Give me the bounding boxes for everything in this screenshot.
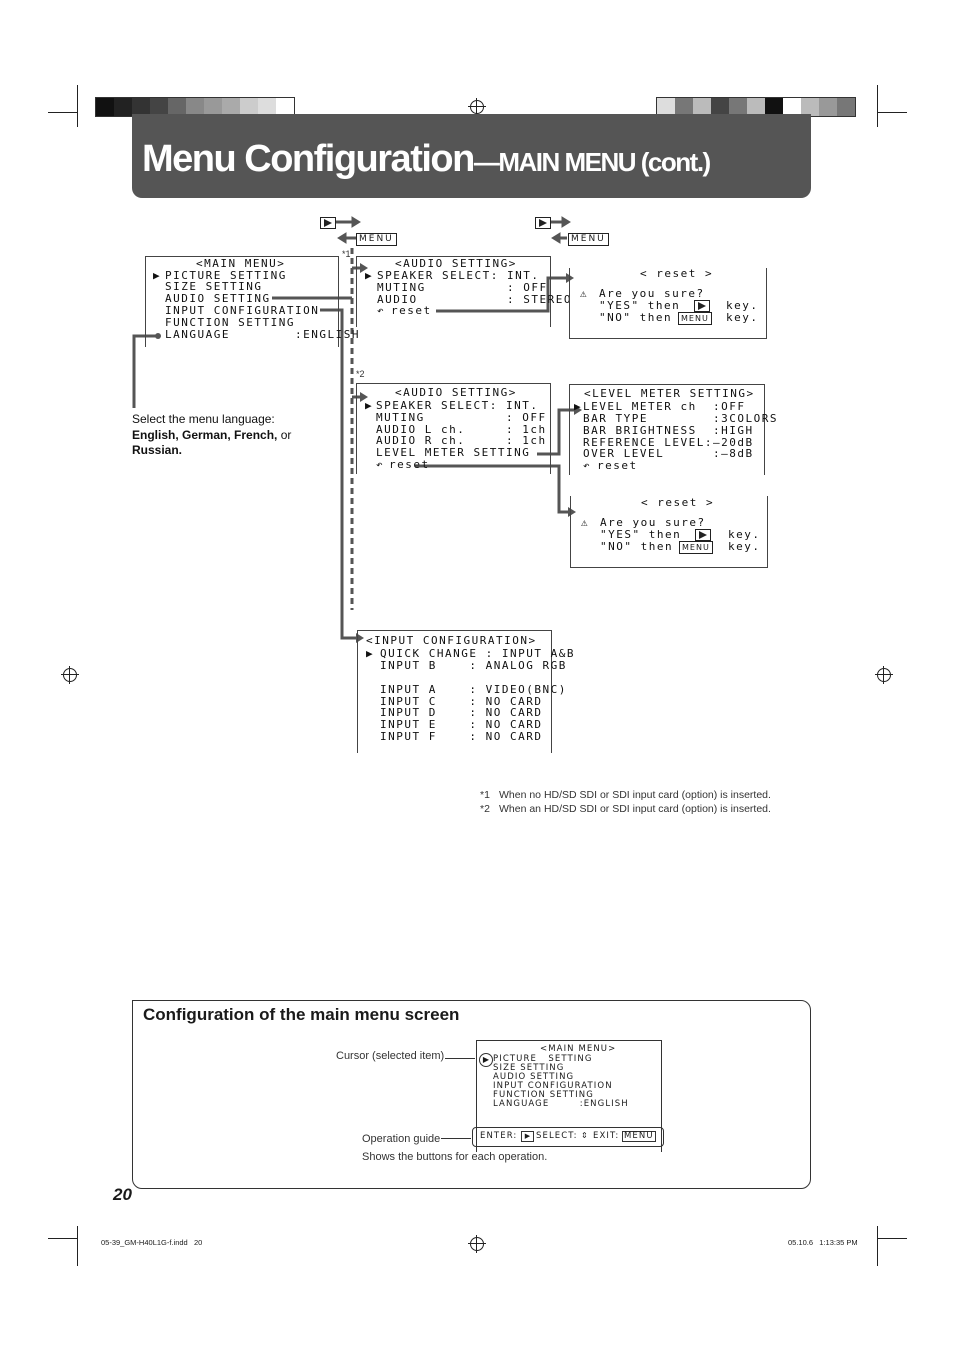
main-menu-item: INPUT CONFIGURATION: [165, 304, 320, 317]
menu-key: MENU: [679, 541, 713, 554]
audio-item: AUDIO L ch. : 1ch: [376, 423, 547, 436]
cursor-icon: ▶: [366, 647, 375, 660]
audio-item: MUTING : OFF: [377, 281, 548, 294]
guide-select: SELECT:: [536, 1131, 578, 1141]
level-item: BAR TYPE :3COLORS: [583, 412, 778, 425]
warning-icon: ⚠: [581, 516, 590, 529]
mini-menu-item: SIZE SETTING: [493, 1063, 565, 1073]
menu-key: MENU: [356, 233, 397, 246]
main-menu-item: LANGUAGE :ENGLISH: [165, 328, 360, 341]
level-item: REFERENCE LEVEL:–20dB: [583, 436, 754, 449]
cursor-icon: ▶: [574, 400, 583, 413]
reset-key: key.: [726, 299, 759, 312]
input-item: INPUT E : NO CARD: [380, 718, 543, 731]
mini-menu-item: AUDIO SETTING: [493, 1072, 575, 1082]
main-menu-item: PICTURE SETTING: [165, 269, 287, 282]
guide-exit: EXIT:: [593, 1131, 620, 1141]
reset-item: reset: [389, 458, 430, 471]
reset-header: < reset >: [640, 267, 714, 280]
reset-question: Are you sure?: [600, 516, 706, 529]
reset-question: Are you sure?: [599, 287, 705, 300]
reset-key: key.: [726, 311, 759, 324]
note-marker: *1: [342, 249, 351, 259]
warning-icon: ⚠: [580, 287, 589, 300]
return-arrow-icon: ↶: [376, 458, 385, 471]
level-item: LEVEL METER ch :OFF: [583, 400, 746, 413]
play-key-icon: [535, 217, 551, 229]
reset-key: key.: [728, 528, 761, 541]
menu-key: MENU: [624, 1131, 654, 1141]
guide-description: Shows the buttons for each operation.: [362, 1151, 548, 1163]
page-title: Menu Configuration—MAIN MENU (cont.): [142, 138, 710, 180]
audio-item: LEVEL METER SETTING: [376, 446, 531, 459]
mini-menu-item: PICTURE SETTING: [493, 1054, 593, 1064]
input-item: INPUT C : NO CARD: [380, 695, 543, 708]
audio-item: AUDIO R ch. : 1ch: [376, 434, 547, 447]
input-item: INPUT A : VIDEO(BNC): [380, 683, 567, 696]
guide-label: Operation guide: [362, 1133, 441, 1145]
note-marker: *2: [356, 369, 365, 379]
cursor-label: Cursor (selected item): [336, 1050, 445, 1062]
audio-item: AUDIO : STEREO: [377, 293, 572, 306]
level-item: OVER LEVEL :–8dB: [583, 447, 754, 460]
date-slug: 05.10.6 1:13:35 PM: [788, 1238, 858, 1247]
config-section-title: Configuration of the main menu screen: [143, 1005, 460, 1024]
cursor-icon: ▶: [365, 269, 374, 282]
return-arrow-icon: ↶: [377, 304, 386, 317]
input-config-header: <INPUT CONFIGURATION>: [366, 634, 537, 647]
level-meter-header: <LEVEL METER SETTING>: [584, 387, 755, 400]
play-key-icon: [695, 529, 711, 541]
reset-item: reset: [597, 459, 638, 472]
reset-no: "NO" then: [600, 540, 674, 553]
main-menu-item: AUDIO SETTING: [165, 292, 271, 305]
play-key-icon: [320, 217, 336, 229]
file-slug: 05-39_GM-H40L1G-f.indd 20: [101, 1238, 203, 1247]
footnote-2: When an HD/SD SDI or SDI input card (option) is inserted.: [499, 803, 771, 815]
leader-line: [441, 1138, 471, 1139]
audio-item: MUTING : OFF: [376, 411, 547, 424]
main-menu-item: SIZE SETTING: [165, 280, 263, 293]
footnote-1: When no HD/SD SDI or SDI input card (option) is inserted.: [499, 789, 771, 801]
play-key-icon: [694, 300, 710, 312]
play-key-icon: ▶: [521, 1131, 534, 1142]
footnote-marker: *1: [480, 789, 490, 801]
main-menu-header: <MAIN MENU>: [196, 257, 286, 270]
mini-menu-item: INPUT CONFIGURATION: [493, 1081, 613, 1091]
input-item: INPUT F : NO CARD: [380, 730, 543, 743]
menu-key: MENU: [678, 312, 712, 325]
page-number: 20: [113, 1185, 132, 1204]
audio-header: <AUDIO SETTING>: [395, 257, 517, 270]
up-down-key-icon: ⇕: [581, 1131, 588, 1140]
guide-enter: ENTER:: [480, 1131, 518, 1141]
menu-key: MENU: [568, 233, 609, 246]
reset-item: reset: [391, 304, 432, 317]
return-arrow-icon: ↶: [583, 459, 592, 472]
leader-line: [445, 1058, 475, 1059]
audio-item: SPEAKER SELECT: INT.: [376, 399, 539, 412]
reset-yes: "YES" then: [600, 528, 682, 541]
cursor-icon: ▶: [479, 1053, 493, 1067]
audio-item: SPEAKER SELECT: INT.: [377, 269, 540, 282]
reset-key: key.: [728, 540, 761, 553]
main-menu-item: FUNCTION SETTING: [165, 316, 295, 329]
footnote-marker: *2: [480, 803, 490, 815]
input-item: INPUT D : NO CARD: [380, 706, 543, 719]
cursor-icon: ▶: [365, 399, 374, 412]
mini-menu-header: <MAIN MENU>: [540, 1044, 617, 1054]
mini-menu-item: LANGUAGE :ENGLISH: [493, 1099, 629, 1109]
cursor-icon: ▶: [153, 269, 162, 282]
input-item: QUICK CHANGE : INPUT A&B: [380, 647, 575, 660]
reset-header: < reset >: [641, 496, 715, 509]
input-item: INPUT B : ANALOG RGB: [380, 659, 567, 672]
reset-no: "NO" then: [599, 311, 673, 324]
audio-header: <AUDIO SETTING>: [395, 386, 517, 399]
language-note: Select the menu language: English, German, French, or Russian.: [132, 412, 292, 457]
mini-menu-item: FUNCTION SETTING: [493, 1090, 594, 1100]
level-item: BAR BRIGHTNESS :HIGH: [583, 424, 754, 437]
reset-yes: "YES" then: [599, 299, 681, 312]
